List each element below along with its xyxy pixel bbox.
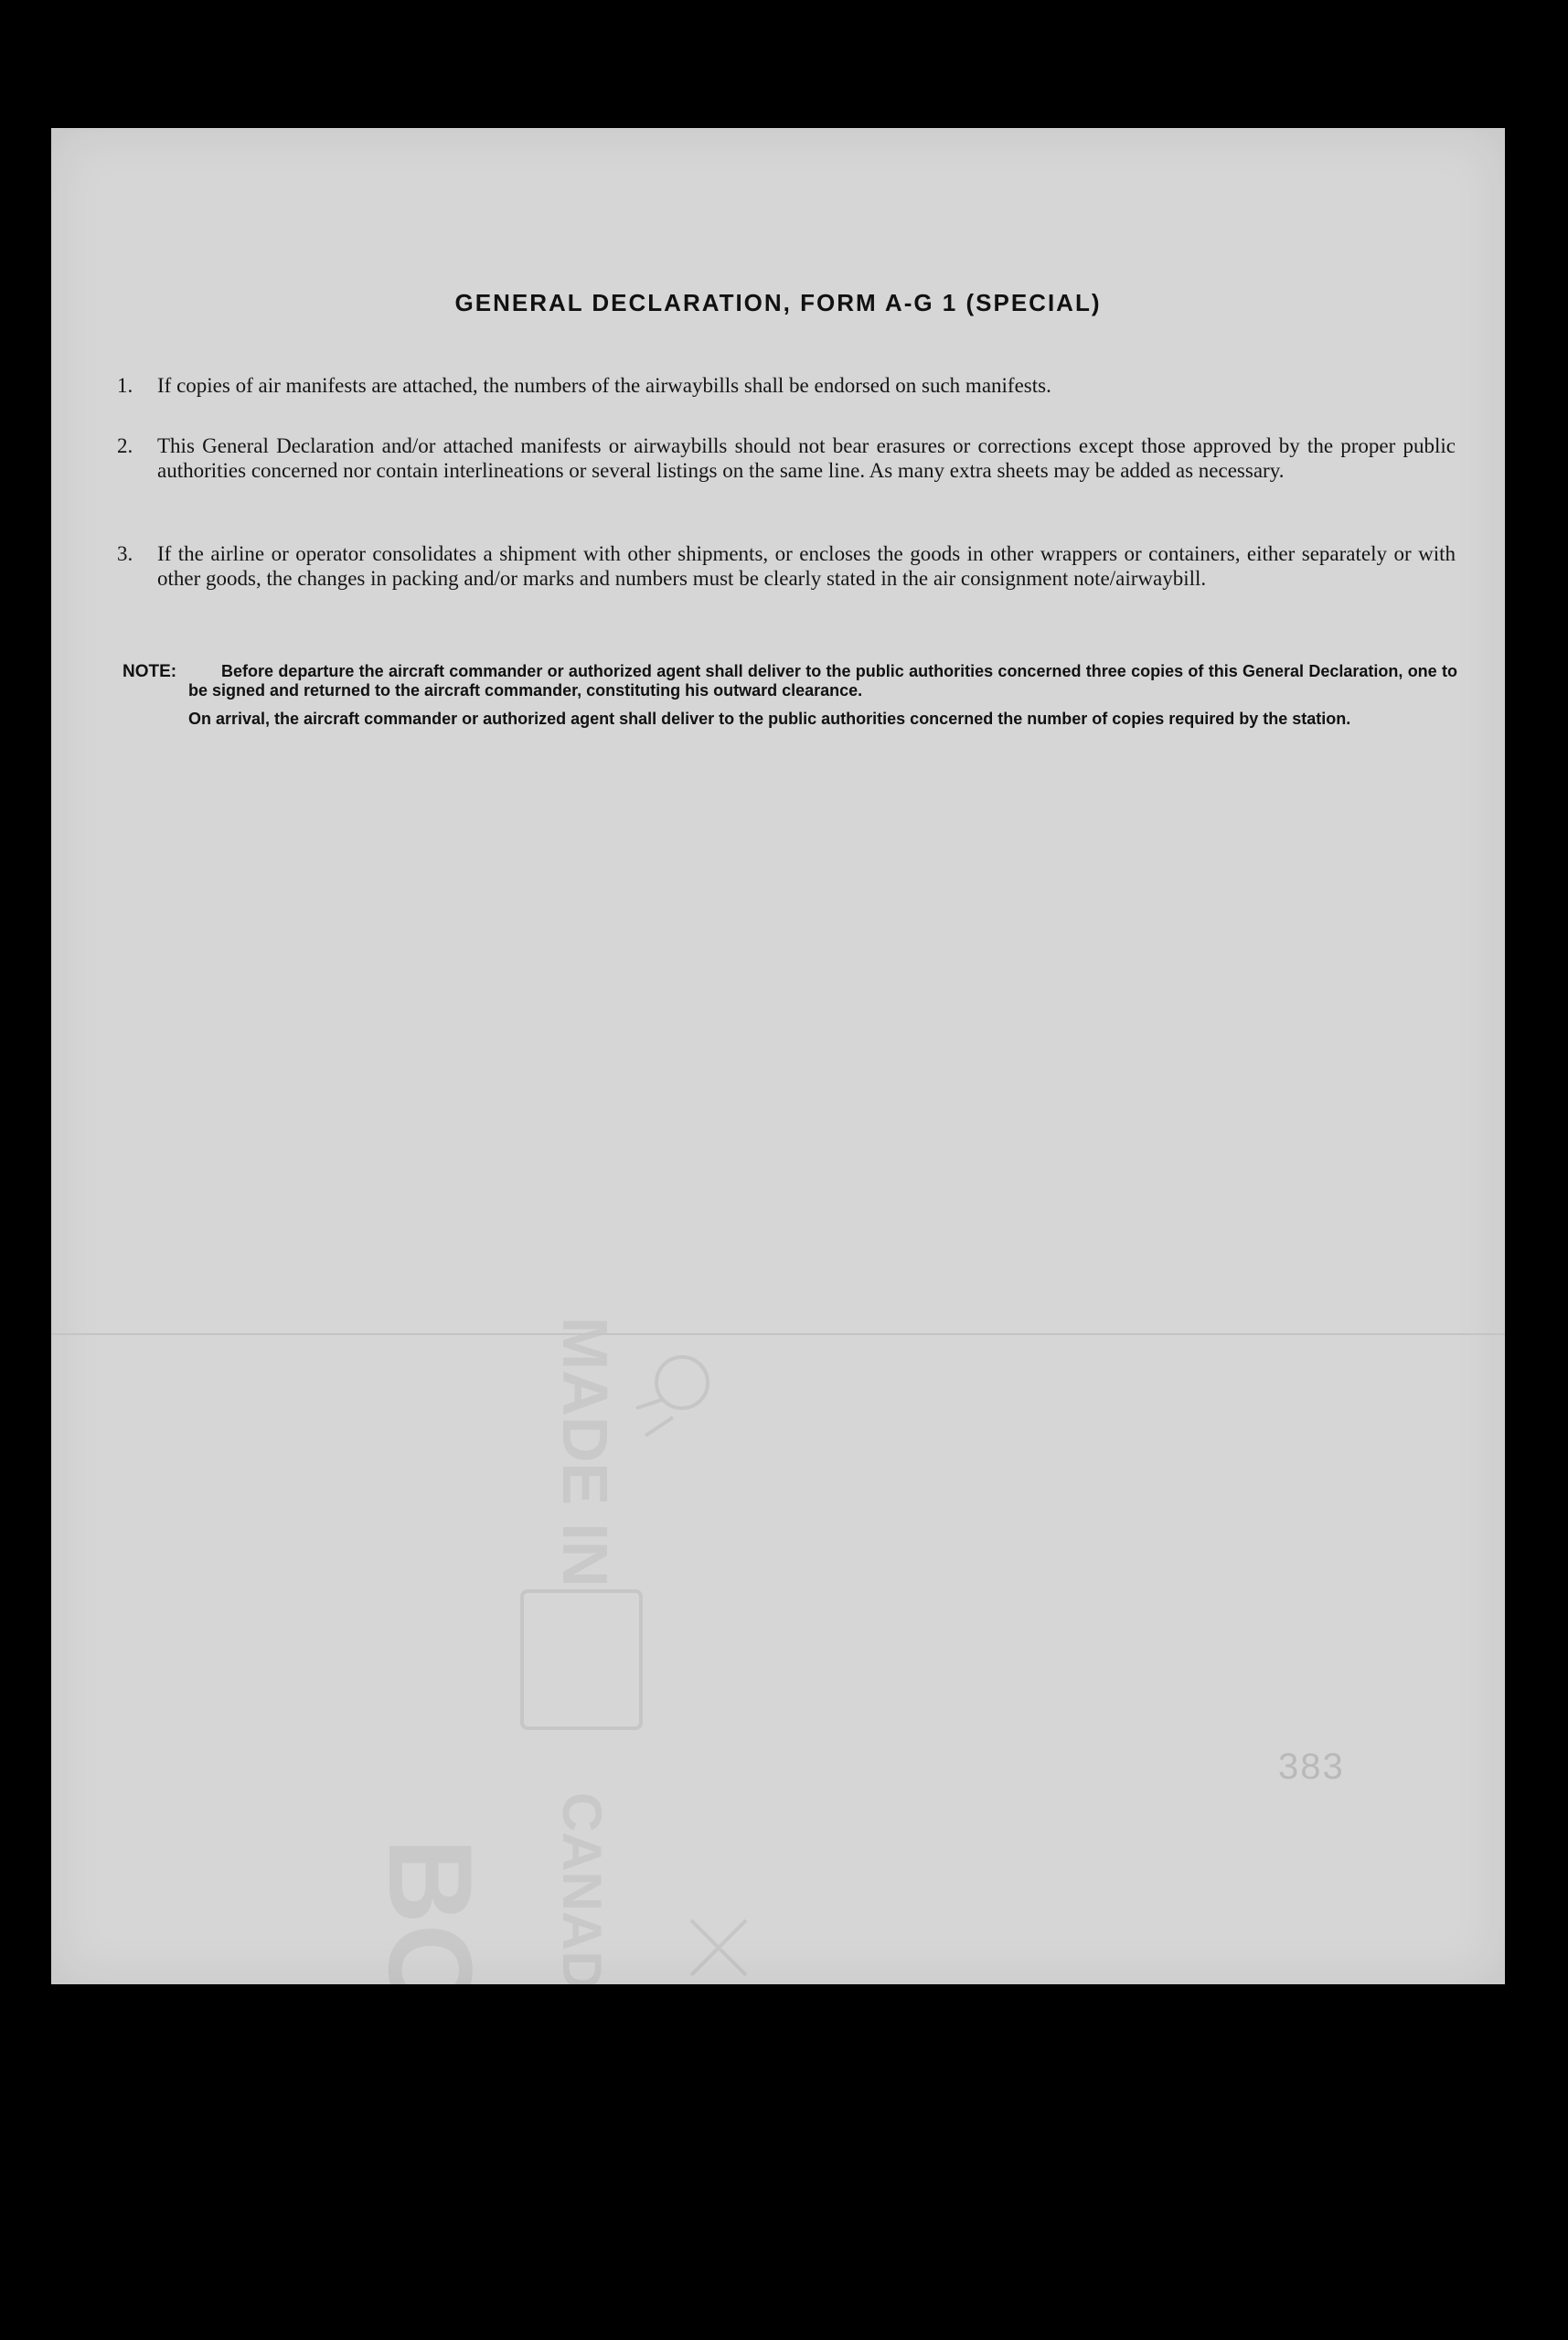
item-text: This General Declaration and/or attached manifests or airwaybills should not bear erasures or corrections except those approved by the proper public authorities concerned nor contain interlineations or several listings on the same line. As many extra sheets may be added as necessary. (157, 434, 1456, 482)
fold-line (51, 1333, 1505, 1335)
svg-text:MADE IN: MADE IN (549, 1317, 621, 1587)
item-text: If the airline or operator consolidates a shipment with other shipments, or encloses the goods in other wrappers or containers, either separately or with other goods, the changes in packing and/or marks and numbers must be clearly stated in the air consignment note/airwaybill. (157, 542, 1456, 590)
svg-text:CANADA: CANADA (551, 1792, 613, 2030)
list-item (117, 433, 1456, 483)
page-number: 383 (1278, 1747, 1345, 1787)
list-item (117, 541, 1456, 591)
item-text: If copies of air manifests are attached, the numbers of the airwaybills shall be endorsed on such manifests. (157, 374, 1051, 397)
watermark-icon (51, 128, 1505, 2188)
note-paragraph-departure: Before departure the aircraft commander or authorized agent shall deliver to the public authorities concerned three copies of this General Declaration, one to be signed and returned to the aircraft commander, constituting his outward clearance. (188, 662, 1457, 700)
item-number: 2. (117, 434, 133, 457)
item-number: 3. (117, 542, 133, 565)
note-section (123, 662, 1457, 729)
item-number: 1. (117, 374, 133, 397)
note-label: NOTE: (123, 662, 177, 681)
list-item (117, 373, 1456, 398)
svg-text:BOND: BOND (364, 1838, 497, 2188)
document-page (51, 128, 1505, 2188)
document-title: GENERAL DECLARATION, FORM A-G 1 (SPECIAL) (454, 289, 1102, 316)
note-paragraph-arrival: On arrival, the aircraft commander or authorized agent shall deliver to the public authorities concerned the number of copies required by the station. (188, 710, 1351, 728)
